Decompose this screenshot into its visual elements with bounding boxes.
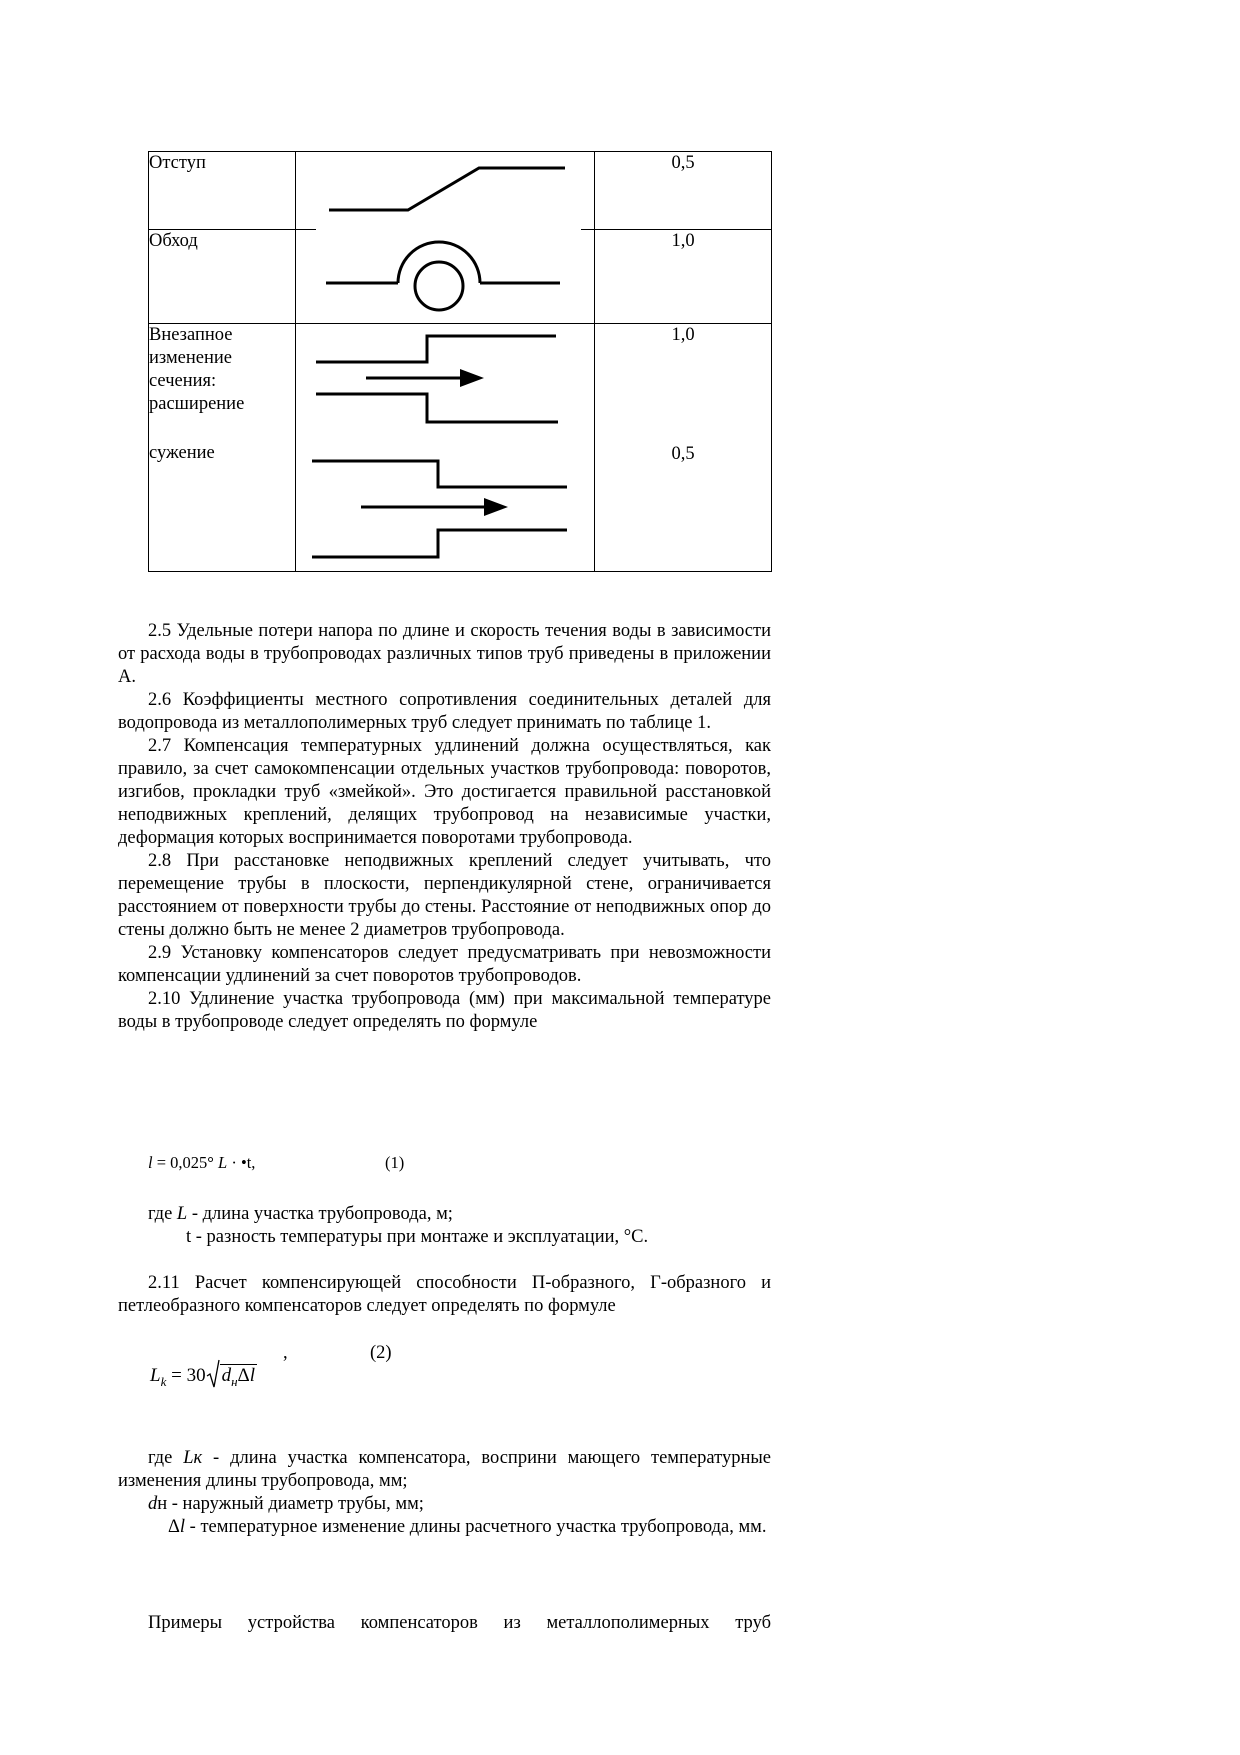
fitting-name-line: изменение: [149, 348, 232, 368]
fitting-coefficient: 1,0: [671, 325, 695, 345]
equation-2: , (2) $L_k = 30$ $d_н\Delta l$: [150, 1343, 392, 1389]
paragraph-2-5: 2.5 Удельные потери напора по длине и скорость течения воды в зависимости от расхода воды в трубопроводах различных типов труб приведены в приложении А.: [118, 621, 771, 687]
square-root: $d_н\Delta l$: [206, 1365, 257, 1390]
fitting-coefficient: 1,0: [595, 230, 772, 324]
fitting-name-line: сечения:: [149, 371, 217, 391]
body-text: [118, 620, 771, 1034]
table-row: [149, 230, 772, 324]
equation-1: l = 0,025° L · •t, (1): [148, 1153, 405, 1172]
fitting-coefficient: 0,5: [671, 444, 695, 464]
fitting-coefficient: 0,5: [595, 152, 772, 230]
fitting-name-line: расширение: [149, 394, 245, 414]
equation-number: (1): [385, 1153, 405, 1172]
bypass-loop-icon: [296, 230, 595, 324]
table-row: [149, 324, 772, 572]
paragraph-2-8: 2.8 При расстановке неподвижных креплений следует учитывать, что перемещение трубы в плоскости, перпендикулярной стене, ограничивается расстоянием от поверхности трубы до стены. Расстояние от неподвижных опор до стены должно быть не менее 2 диаметров трубопровода.: [118, 851, 771, 940]
paragraph-examples: Примеры устройства компенсаторов из металлополимерных труб: [148, 1613, 771, 1633]
fitting-name: Обход: [149, 230, 296, 324]
paragraph-2-9: 2.9 Установку компенсаторов следует предусматривать при невозможности компенсации удлинений за счет поворотов трубопроводов.: [118, 943, 771, 986]
fitting-name: сужение: [149, 443, 215, 463]
equation-1-legend: где L - длина участка трубопровода, м; t - разность температуры при монтаже и эксплуатации, °С.: [148, 1204, 649, 1247]
equation-2-legend: где Lк - длина участка компенсатора, восприни мающего температурные изменения длины трубопровода, мм; dн - наружный диаметр трубы, мм; Δl - температурное изменение длины расчетного участка трубопровода, мм.: [118, 1448, 771, 1537]
table-row: [149, 152, 772, 230]
equation-number: (2): [370, 1343, 392, 1363]
paragraph-2-7: 2.7 Компенсация температурных удлинений должна осуществляться, как правило, за счет самокомпенсации отдельных участков трубопровода: поворотов, изгибов, прокладки труб «змейкой». Это достигается правильной расстановкой неподвижных креплений, делящих трубопровод на независимые участки, деформация которых воспринимается поворотами трубопровода.: [118, 736, 771, 848]
offset-pipe-icon: [296, 152, 595, 230]
resistance-coefficients-table: [148, 151, 772, 572]
paragraph-2-6: 2.6 Коэффициенты местного сопротивления соединительных деталей для водопровода из металлополимерных труб следует принимать по таблице 1.: [118, 690, 771, 733]
paragraph-2-11: 2.11 Расчет компенсирующей способности П-образного, Г-образного и петлеобразного компенсаторов следует определять по формуле: [118, 1273, 771, 1316]
fitting-name: Отступ: [149, 152, 296, 230]
contraction-arrow-icon: [296, 324, 595, 572]
paragraph-2-10: 2.10 Удлинение участка трубопровода (мм) при максимальной температуре воды в трубопроводе следует определять по формуле: [118, 989, 771, 1032]
fitting-name-line: Внезапное: [149, 325, 233, 345]
